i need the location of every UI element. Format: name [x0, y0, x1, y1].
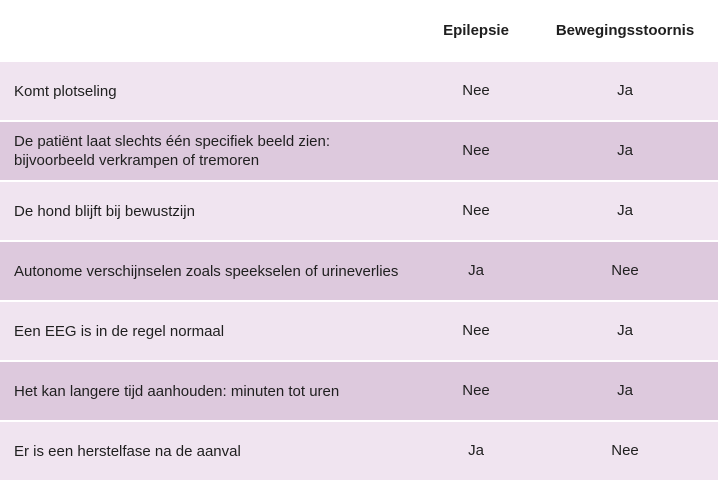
- bewegingsstoornis-value: Nee: [611, 262, 639, 279]
- table-row: [0, 62, 718, 120]
- row-label: De patiënt laat slechts één specifiek beeld zien: bijvoorbeeld verkrampen of tremoren: [14, 133, 331, 169]
- bewegingsstoornis-value: Ja: [617, 142, 633, 159]
- bewegingsstoornis-value: Ja: [617, 322, 633, 339]
- epilepsie-value: Nee: [462, 202, 490, 219]
- bewegingsstoornis-value: Ja: [617, 202, 633, 219]
- bewegingsstoornis-value: Ja: [617, 382, 633, 399]
- row-label: Komt plotseling: [14, 82, 117, 100]
- epilepsie-value: Nee: [462, 142, 490, 159]
- epilepsie-value: Ja: [468, 442, 484, 459]
- column-header-bewegingsstoornis: Bewegingsstoornis: [555, 22, 695, 39]
- table-header: [0, 0, 718, 62]
- row-label: De hond blijft bij bewustzijn: [14, 202, 195, 220]
- bewegingsstoornis-value: Nee: [611, 442, 639, 459]
- epilepsie-value: Nee: [462, 82, 490, 99]
- row-label: Een EEG is in de regel normaal: [14, 322, 225, 340]
- row-label: Autonome verschijnselen zoals speekselen of urineverlies: [14, 262, 399, 280]
- column-header-epilepsie: Epilepsie: [443, 22, 509, 39]
- epilepsie-value: Nee: [462, 382, 490, 399]
- table-row: [0, 182, 718, 240]
- table-row: [0, 362, 718, 420]
- row-label: Er is een herstelfase na de aanval: [14, 442, 241, 460]
- table-row: [0, 122, 718, 180]
- bewegingsstoornis-value: Ja: [617, 82, 633, 99]
- epilepsie-value: Nee: [462, 322, 490, 339]
- table-row: [0, 302, 718, 360]
- table-row: [0, 242, 718, 300]
- row-label: Het kan langere tijd aanhouden: minuten tot uren: [14, 382, 340, 400]
- epilepsie-value: Ja: [468, 262, 484, 279]
- table-row: [0, 422, 718, 480]
